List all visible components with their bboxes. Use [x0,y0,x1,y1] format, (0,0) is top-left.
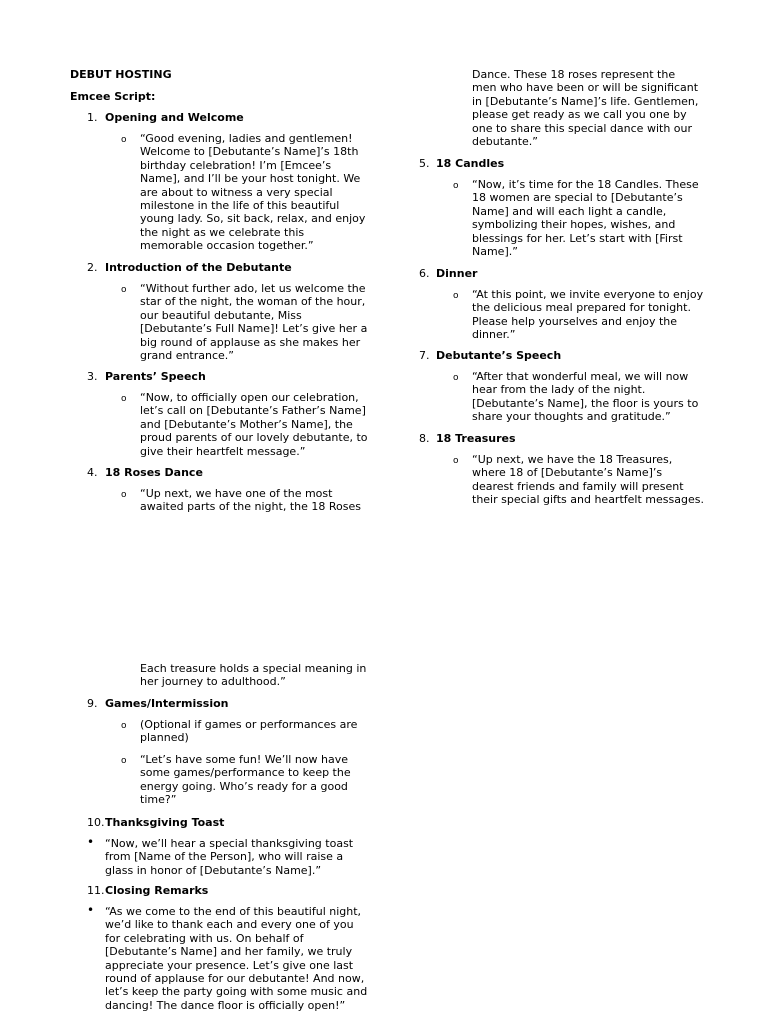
section-title: Closing Remarks [105,884,209,897]
script-text-continued: Each treasure holds a special meaning in her journey to adulthood.” [140,662,367,689]
section-title: Introduction of the Debutante [105,261,292,274]
script-text: “Now, it’s time for the 18 Candles. These 18 women are special to [Debutante’s Name] and will each light a candle, symbolizing their hopes, wishes, and blessings for her. Let’s start with [First Name].” [472,178,699,259]
dot-bullet: • [87,903,95,917]
circle-bullet: o [453,373,459,383]
subtitle: Emcee Script: [70,90,156,103]
script-text: “Up next, we have the 18 Treasures, where 18 of [Debutante’s Name]’s dearest friends and family will present their special gifts and heartfelt messages. [472,453,704,507]
section-title: Parents’ Speech [105,370,206,383]
circle-bullet: o [121,756,127,766]
circle-bullet: o [453,456,459,466]
doc-title: DEBUT HOSTING [70,68,172,81]
script-text: “Up next, we have one of the most awaited parts of the night, the 18 Roses [140,487,361,514]
section-number: 3. [87,370,98,383]
section-number: 4. [87,466,98,479]
section-title: 18 Candles [436,157,505,170]
script-text: “Now, we’ll hear a special thanksgiving toast from [Name of the Person], who will raise a glass in honor of [Debutante’s Name].” [105,837,354,877]
circle-bullet: o [121,721,127,731]
circle-bullet: o [453,181,459,191]
section-title: Debutante’s Speech [436,349,562,362]
section-title: Thanksgiving Toast [105,816,225,829]
script-text: “As we come to the end of this beautiful night, we’d like to thank each and every one of you for celebrating with us. On behalf of [Debutante’s Name] and her family, we truly appreciate your presence. Let’s give one last round of applause for our debutante! And now, let’s keep the party going with some music and dancing! The dance floor is officially open!” [105,905,368,1012]
script-text: “Without further ado, let us welcome the star of the night, the woman of the hour, our beautiful debutante, Miss [Debutante’s Full Name]! Let’s give her a big round of applause as she makes her grand entrance.” [140,282,368,363]
section-number: 1. [87,111,98,124]
circle-bullet: o [121,135,127,145]
script-text: (Optional if games or performances are planned) [140,718,358,745]
section-number: 7. [419,349,430,362]
script-text: “At this point, we invite everyone to enjoy the delicious meal prepared for tonight. Please help yourselves and enjoy the dinner.” [472,288,704,342]
circle-bullet: o [453,291,459,301]
script-text: “Good evening, ladies and gentlemen! Welcome to [Debutante’s Name]’s 18th birthday celebration! I’m [Emcee’s Name], and I’ll be your host tonight. We are about to witness a very special milestone in the life of this beautiful young lady. So, sit back, relax, and enjoy the night as we celebrate this memorable occasion together.” [140,132,366,253]
section-number: 6. [419,267,430,280]
section-number: 5. [419,157,430,170]
section-number: 2. [87,261,98,274]
script-text: “Now, to officially open our celebration, let’s call on [Debutante’s Father’s Name] and [Debutante’s Mother’s Name], the proud parents of our lovely debutante, to give their heartfelt message.” [140,391,368,458]
script-text: “Let’s have some fun! We’ll now have some games/performance to keep the energy going. Who’s ready for a good time?” [140,753,351,807]
section-title: Opening and Welcome [105,111,244,124]
script-text: “After that wonderful meal, we will now hear from the lady of the night. [Debutante’s Name], the floor is yours to share your thoughts and gratitude.” [472,370,699,424]
section-title: 18 Treasures [436,432,516,445]
section-number: 9. [87,697,98,710]
section-number: 10. [87,816,105,829]
section-number: 8. [419,432,430,445]
script-text-continued: Dance. These 18 roses represent the men who have been or will be significant in [Debutante’s Name]’s life. Gentlemen, please get ready as we call you one by one to share this special dance with our debutante.” [472,68,699,149]
dot-bullet: • [87,835,95,849]
circle-bullet: o [121,490,127,500]
section-number: 11. [87,884,105,897]
section-title: Dinner [436,267,478,280]
circle-bullet: o [121,285,127,295]
section-title: Games/Intermission [105,697,229,710]
circle-bullet: o [121,394,127,404]
section-title: 18 Roses Dance [105,466,203,479]
